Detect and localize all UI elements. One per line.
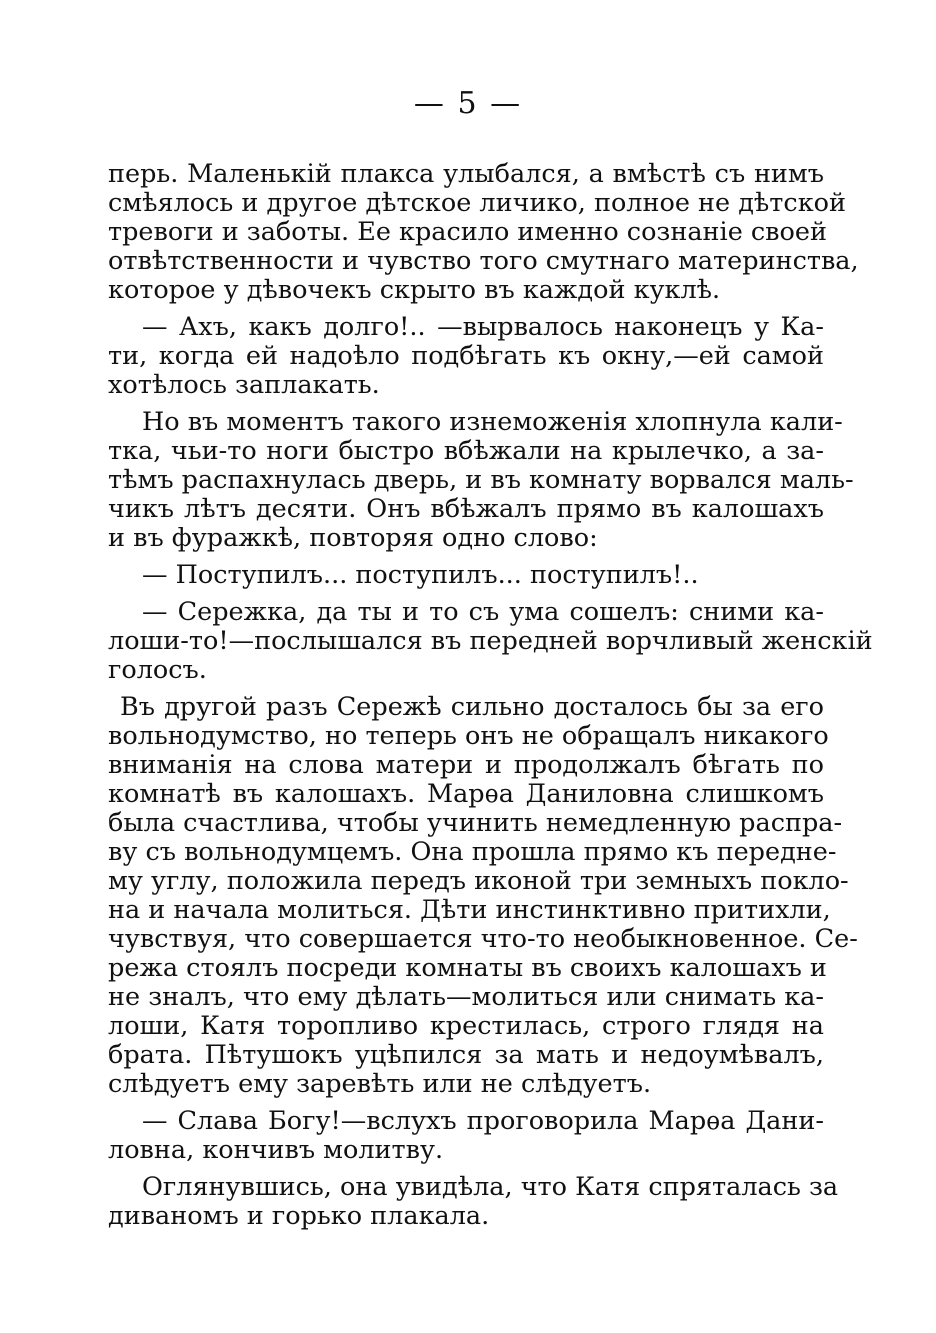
text-line: му углу, положила передъ иконой три земныхъ покло- (108, 866, 849, 896)
text-line: на и начала молиться. Дѣти инстинктивно притихли, (108, 895, 831, 925)
text-line: лоши-то!—послышался въ передней ворчливый женскій (108, 626, 873, 656)
text-line: слѣдуетъ ему заревѣть или не слѣдуетъ. (108, 1069, 652, 1099)
text-line: хотѣлось заплакать. (108, 370, 380, 400)
text-line: вольнодумство, но теперь онъ не обращалъ никакого (108, 721, 829, 751)
paragraph (108, 313, 824, 400)
text-line: тка, чьи-то ноги быстро вбѣжали на крылечко, а за- (108, 436, 824, 466)
paragraph (108, 597, 873, 685)
text-line: ти, когда ей надоѣло подбѣгать къ окну,—ей самой (108, 341, 824, 371)
page-number: — 5 — (413, 86, 523, 121)
text-line: тѣмъ распахнулась дверь, и въ комнату ворвался маль- (108, 465, 854, 495)
paragraph (108, 159, 859, 305)
text-line: комнатѣ въ калошахъ. Марѳа Даниловна слишкомъ (108, 779, 824, 809)
body-text (108, 159, 873, 1239)
text-line: тревоги и заботы. Ее красило именно сознаніе своей (108, 217, 827, 247)
text-line: была счастлива, чтобы учинить немедленную распра- (108, 808, 843, 838)
text-line: голосъ. (108, 655, 207, 685)
text-line: ловна, кончивъ молитву. (108, 1135, 444, 1165)
paragraph (108, 692, 858, 1099)
text-line: Въ другой разъ Сережѣ сильно досталось бы за его (120, 692, 824, 722)
text-line: — Поступилъ... поступилъ... поступилъ!.. (142, 560, 699, 590)
text-line: лоши, Катя торопливо крестилась, строго глядя на (108, 1011, 824, 1041)
text-line: чикъ лѣтъ десяти. Онъ вбѣжалъ прямо въ калошахъ (108, 494, 824, 524)
text-line: вниманія на слова матери и продолжалъ бѣгать по (108, 750, 824, 780)
text-line: режа стоялъ посреди комнаты въ своихъ калошахъ и (108, 953, 827, 983)
text-line: Но въ моментъ такого изнеможенія хлопнула кали- (142, 407, 843, 437)
text-line: брата. Пѣтушокъ уцѣпился за мать и недоумѣвалъ, (108, 1040, 824, 1070)
text-line: чувствуя, что совершается что-то необыкновенное. Се- (108, 924, 858, 954)
text-line: — Ахъ, какъ долго!.. —вырвалось наконецъ у Ка- (142, 312, 824, 342)
text-line: — Сережка, да ты и то съ ума сошелъ: сними ка- (142, 597, 824, 627)
paragraph (108, 561, 824, 590)
text-line: и въ фуражкѣ, повторяя одно слово: (108, 523, 598, 553)
text-line: смѣялось и другое дѣтское личико, полное не дѣтской (108, 188, 846, 218)
paragraph (108, 1107, 824, 1165)
text-line: ву съ вольнодумцемъ. Она прошла прямо къ передне- (108, 837, 837, 867)
text-line: которое у дѣвочекъ скрыто въ каждой куклѣ. (108, 275, 721, 305)
text-line: Оглянувшись, она увидѣла, что Катя спряталась за (142, 1172, 839, 1202)
paragraph (108, 407, 854, 553)
paragraph (108, 1172, 839, 1231)
text-line: диваномъ и горько плакала. (108, 1201, 490, 1231)
text-line: — Слава Богу!—вслухъ проговорила Марѳа Дани- (142, 1106, 824, 1136)
text-line: не зналъ, что ему дѣлать—молиться или снимать ка- (108, 982, 824, 1012)
text-line: отвѣтственности и чувство того смутнаго материнства, (108, 246, 859, 276)
text-line: перь. Маленькій плакса улыбался, а вмѣстѣ съ нимъ (108, 159, 824, 189)
